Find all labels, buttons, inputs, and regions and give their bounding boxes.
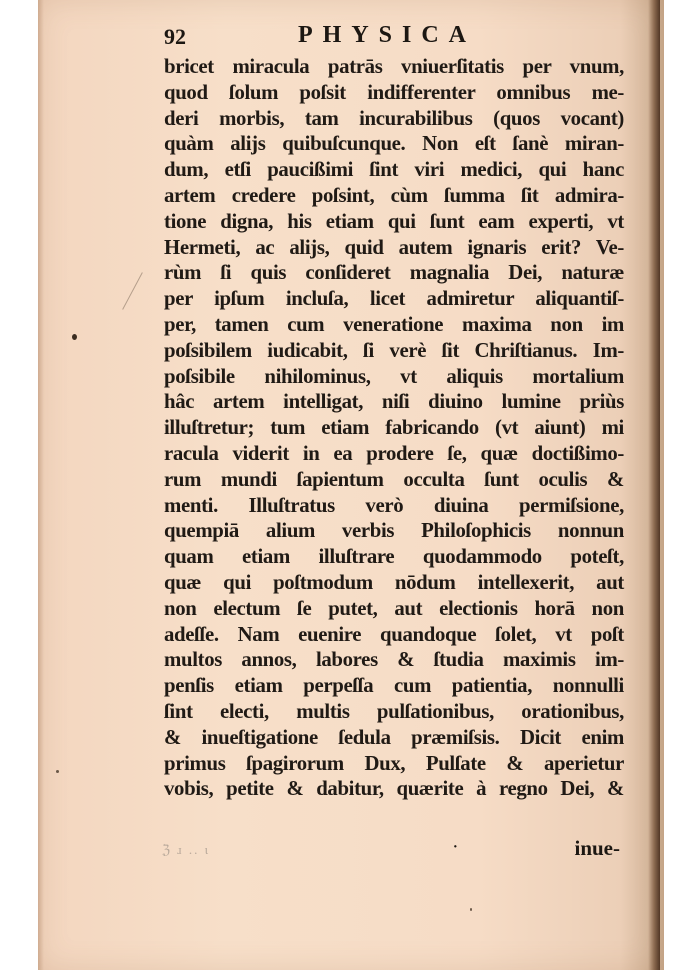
text-line: non electum ſe putet, aut electionis horā non [164,596,624,620]
faded-signature-mark: ℨ ɹ .. ɩ [162,842,211,857]
text-line: deri morbis, tam incurabilibus (quos vocant) [164,106,624,130]
catchword: inue- [574,836,620,860]
text-line: racula viderit in ea prodere ſe, quæ doctißimo- [164,441,624,465]
text-line: Hermeti, ac alijs, quid autem ignaris erit? Ve- [164,235,624,259]
page-binding-shadow [648,0,660,970]
text-line: poſsibilem iudicabit, ſi verè ſit Chriſtianus. Im- [164,338,624,362]
text-line: illuſtretur; tum etiam fabricando (vt aiunt) mi [164,416,624,440]
text-line: bricet miracula patrās vniuerſitatis per vnum, [164,55,624,78]
text-line: ſint electi, multis pulſationibus, orationibus, [164,699,624,723]
text-line: poſsibile nihilominus, vt aliquis mortalium [164,364,624,388]
text-line: quæ qui poſtmodum nōdum intellexerit, aut [164,570,624,594]
text-line: hâc artem intelligat, niſi diuino lumine priùs [164,390,624,414]
text-line: quam etiam illuſtrare quodammodo poteſt, [164,545,624,569]
text-line: quempiā alium verbis Philoſophicis nonnun [164,519,624,543]
text-line: vobis, petite & dabitur, quærite à regno Dei, & [164,777,624,801]
margin-ink-mark [72,334,77,340]
paper-speck [56,770,59,773]
text-line: adeſſe. Nam euenire quandoque ſolet, vt poſt [164,622,624,646]
text-line: primus ſpagirorum Dux, Pulſate & aperietur [164,751,624,775]
text-line: penſis etiam perpeſſa cum patientia, nonnulli [164,674,624,698]
footer-dot: · [452,836,459,858]
text-line: per ipſum incluſa, licet admiretur aliquantiſ- [164,287,624,311]
text-line: tione digna, his etiam qui ſunt eam experti, vt [164,209,624,233]
text-line: quàm alijs quibuſcunque. Non eſt ſanè miran- [164,132,624,156]
page-footer [160,836,620,862]
running-head: PHYSICA [298,22,477,48]
paper-speck [470,908,472,911]
text-line: artem credere poſsint, cùm ſumma ſit admira- [164,183,624,207]
text-line: rùm ſi quis conſideret magnalia Dei, naturæ [164,261,624,285]
text-line: dum, etſi paucißimi ſint viri medici, qui hanc [164,158,624,182]
page-number: 92 [164,24,186,49]
text-line: per, tamen cum veneratione maxima non im [164,312,624,336]
text-line: menti. Illuſtratus verò diuina permiſsione, [164,493,624,517]
text-line: rum mundi ſapientum occulta ſunt oculis & [164,467,624,491]
text-line: quod ſolum poſsit indifferenter omnibus me- [164,80,624,104]
body-text-block [164,54,624,802]
page-header [160,22,620,52]
page-left-edge-shadow [38,0,44,970]
text-line: & inueſtigatione ſedula præmiſsis. Dicit enim [164,725,624,749]
text-line: multos annos, labores & ſtudia maximis im- [164,648,624,672]
